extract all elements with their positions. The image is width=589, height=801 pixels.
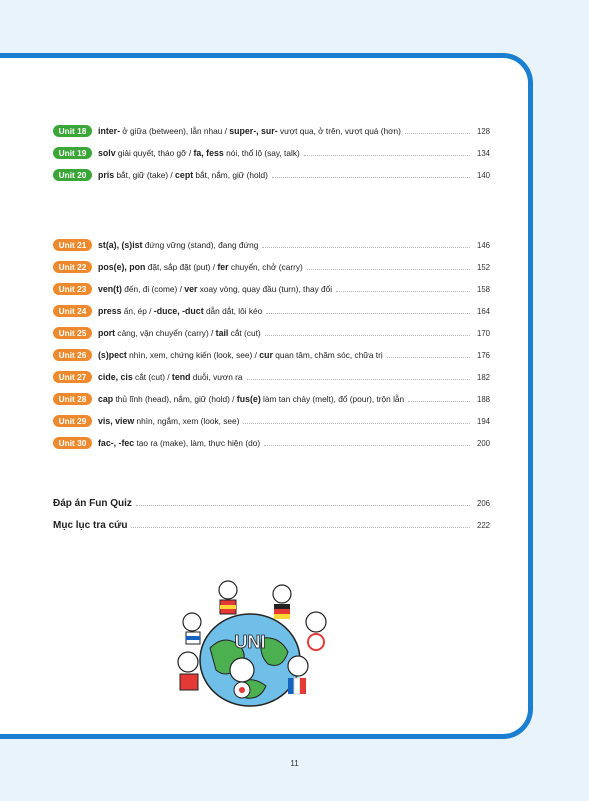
root-word: ven(t) bbox=[98, 284, 122, 294]
unit-badge: Unit 25 bbox=[53, 327, 92, 339]
root-meaning-2: cắt (cut) bbox=[228, 328, 261, 338]
page-ref: 158 bbox=[476, 284, 490, 294]
toc-row-unit-28[interactable] bbox=[53, 388, 490, 410]
leader-dots bbox=[272, 177, 470, 178]
toc-row-unit-26[interactable] bbox=[53, 344, 490, 366]
leader-dots bbox=[266, 313, 470, 314]
toc-row-unit-20[interactable] bbox=[53, 164, 490, 186]
root-word: port bbox=[98, 328, 116, 338]
unit-badge: Unit 19 bbox=[53, 147, 92, 159]
root-meaning: giải quyết, tháo gỡ / bbox=[115, 148, 194, 158]
root-word: inter- bbox=[98, 126, 120, 136]
globe-characters-illustration bbox=[170, 578, 330, 718]
root-meaning: ở giữa (between), lẫn nhau / bbox=[120, 126, 230, 136]
page-ref: 182 bbox=[476, 372, 490, 382]
root-meaning: đến, đi (come) / bbox=[121, 284, 185, 294]
page-ref: 128 bbox=[476, 126, 490, 136]
root-meaning-2: nói, thổ lộ (say, talk) bbox=[223, 148, 300, 158]
root-word-2: fa, fess bbox=[193, 148, 224, 158]
root-word-2: tail bbox=[215, 328, 229, 338]
leader-dots bbox=[408, 401, 470, 402]
page-ref: 188 bbox=[476, 394, 490, 404]
leader-dots bbox=[265, 335, 470, 336]
toc-row-unit-22[interactable] bbox=[53, 256, 490, 278]
leader-dots bbox=[136, 505, 470, 506]
toc-row-unit-18[interactable] bbox=[53, 120, 490, 142]
root-meaning-2: bắt, nắm, giữ (hold) bbox=[193, 170, 268, 180]
root-word: st(a), (s)ist bbox=[98, 240, 143, 250]
root-meaning-2: dẫn dắt, lôi kéo bbox=[203, 306, 263, 316]
leader-dots bbox=[387, 357, 470, 358]
root-word: (s)pect bbox=[98, 350, 127, 360]
root-meaning-2: quan tâm, chăm sóc, chữa trị bbox=[272, 350, 383, 360]
root-word: vis, view bbox=[98, 416, 135, 426]
leader-dots bbox=[262, 247, 470, 248]
unit-badge: Unit 28 bbox=[53, 393, 92, 405]
root-word-2: fer bbox=[217, 262, 229, 272]
leader-dots bbox=[336, 291, 470, 292]
toc-row-index[interactable] bbox=[53, 514, 490, 536]
unit-badge: Unit 30 bbox=[53, 437, 92, 449]
root-meaning: đặt, sắp đặt (put) / bbox=[145, 262, 218, 272]
toc-row-unit-25[interactable] bbox=[53, 322, 490, 344]
leader-dots bbox=[307, 269, 470, 270]
extra-sections bbox=[53, 492, 490, 536]
root-word-2: super-, sur- bbox=[229, 126, 278, 136]
page-ref: 206 bbox=[476, 498, 490, 508]
root-meaning: cắt (cut) / bbox=[132, 372, 172, 382]
section-title: Mục lục tra cứu bbox=[53, 519, 128, 531]
page-ref: 134 bbox=[476, 148, 490, 158]
page-ref: 152 bbox=[476, 262, 490, 272]
root-word: cide, cis bbox=[98, 372, 133, 382]
root-word: press bbox=[98, 306, 122, 316]
page-ref: 194 bbox=[476, 416, 490, 426]
leader-dots bbox=[304, 155, 470, 156]
root-meaning-2: chuyển, chở (carry) bbox=[228, 262, 303, 272]
page-ref: 200 bbox=[476, 438, 490, 448]
root-meaning: ấn, ép / bbox=[121, 306, 154, 316]
root-meaning: nhìn, ngắm, xem (look, see) bbox=[134, 416, 240, 426]
unit-badge: Unit 24 bbox=[53, 305, 92, 317]
toc-row-unit-19[interactable] bbox=[53, 142, 490, 164]
root-meaning: tạo ra (make), làm, thực hiện (do) bbox=[134, 438, 261, 448]
root-meaning: bắt, giữ (take) / bbox=[114, 170, 176, 180]
toc-row-unit-27[interactable] bbox=[53, 366, 490, 388]
toc-row-fun-quiz-answers[interactable] bbox=[53, 492, 490, 514]
root-meaning-2: duỗi, vươn ra bbox=[190, 372, 243, 382]
unit-badge: Unit 29 bbox=[53, 415, 92, 427]
unit-badge: Unit 27 bbox=[53, 371, 92, 383]
leader-dots bbox=[247, 379, 470, 380]
toc-row-unit-29[interactable] bbox=[53, 410, 490, 432]
leader-dots bbox=[405, 133, 470, 134]
toc-row-unit-24[interactable] bbox=[53, 300, 490, 322]
unit-badge: Unit 23 bbox=[53, 283, 92, 295]
globe-label: UNI bbox=[234, 632, 266, 652]
root-word: cap bbox=[98, 394, 114, 404]
root-word-2: fus(e) bbox=[236, 394, 261, 404]
leader-dots bbox=[131, 527, 470, 528]
section-title: Đáp án Fun Quiz bbox=[53, 497, 132, 509]
toc-row-unit-23[interactable] bbox=[53, 278, 490, 300]
root-word: fac-, -fec bbox=[98, 438, 135, 448]
page-ref: 222 bbox=[476, 520, 490, 530]
root-meaning: nhìn, xem, chứng kiến (look, see) / bbox=[126, 350, 260, 360]
unit-list-orange bbox=[53, 234, 490, 454]
page-ref: 146 bbox=[476, 240, 490, 250]
toc-row-unit-21[interactable] bbox=[53, 234, 490, 256]
root-meaning-2: vượt qua, ở trên, vượt quá (hơn) bbox=[277, 126, 401, 136]
root-meaning-2: làm tan chảy (melt), đổ (pour), trộn lẫn bbox=[260, 394, 405, 404]
unit-badge: Unit 26 bbox=[53, 349, 92, 361]
unit-list-green bbox=[53, 120, 490, 186]
root-word-2: -duce, -duct bbox=[153, 306, 204, 316]
unit-badge: Unit 22 bbox=[53, 261, 92, 273]
root-meaning: đứng vững (stand), đang đứng bbox=[142, 240, 259, 250]
leader-dots bbox=[264, 445, 470, 446]
page-ref: 140 bbox=[476, 170, 490, 180]
root-word-2: tend bbox=[171, 372, 191, 382]
page-ref: 176 bbox=[476, 350, 490, 360]
root-word: pos(e), pon bbox=[98, 262, 146, 272]
unit-badge: Unit 21 bbox=[53, 239, 92, 251]
root-word: solv bbox=[98, 148, 116, 158]
root-meaning-2: xoay vòng, quay đầu (turn), thay đổi bbox=[197, 284, 333, 294]
toc-row-unit-30[interactable] bbox=[53, 432, 490, 454]
root-word-2: ver bbox=[184, 284, 198, 294]
root-word: pris bbox=[98, 170, 115, 180]
root-meaning: cảng, vận chuyển (carry) / bbox=[115, 328, 216, 338]
root-meaning: thủ lĩnh (head), nắm, giữ (hold) / bbox=[113, 394, 237, 404]
leader-dots bbox=[243, 423, 470, 424]
page-number: 11 bbox=[290, 759, 299, 768]
root-word-2: cept bbox=[175, 170, 194, 180]
page-ref: 164 bbox=[476, 306, 490, 316]
unit-badge: Unit 20 bbox=[53, 169, 92, 181]
page-ref: 170 bbox=[476, 328, 490, 338]
root-word-2: cur bbox=[259, 350, 273, 360]
unit-badge: Unit 18 bbox=[53, 125, 92, 137]
